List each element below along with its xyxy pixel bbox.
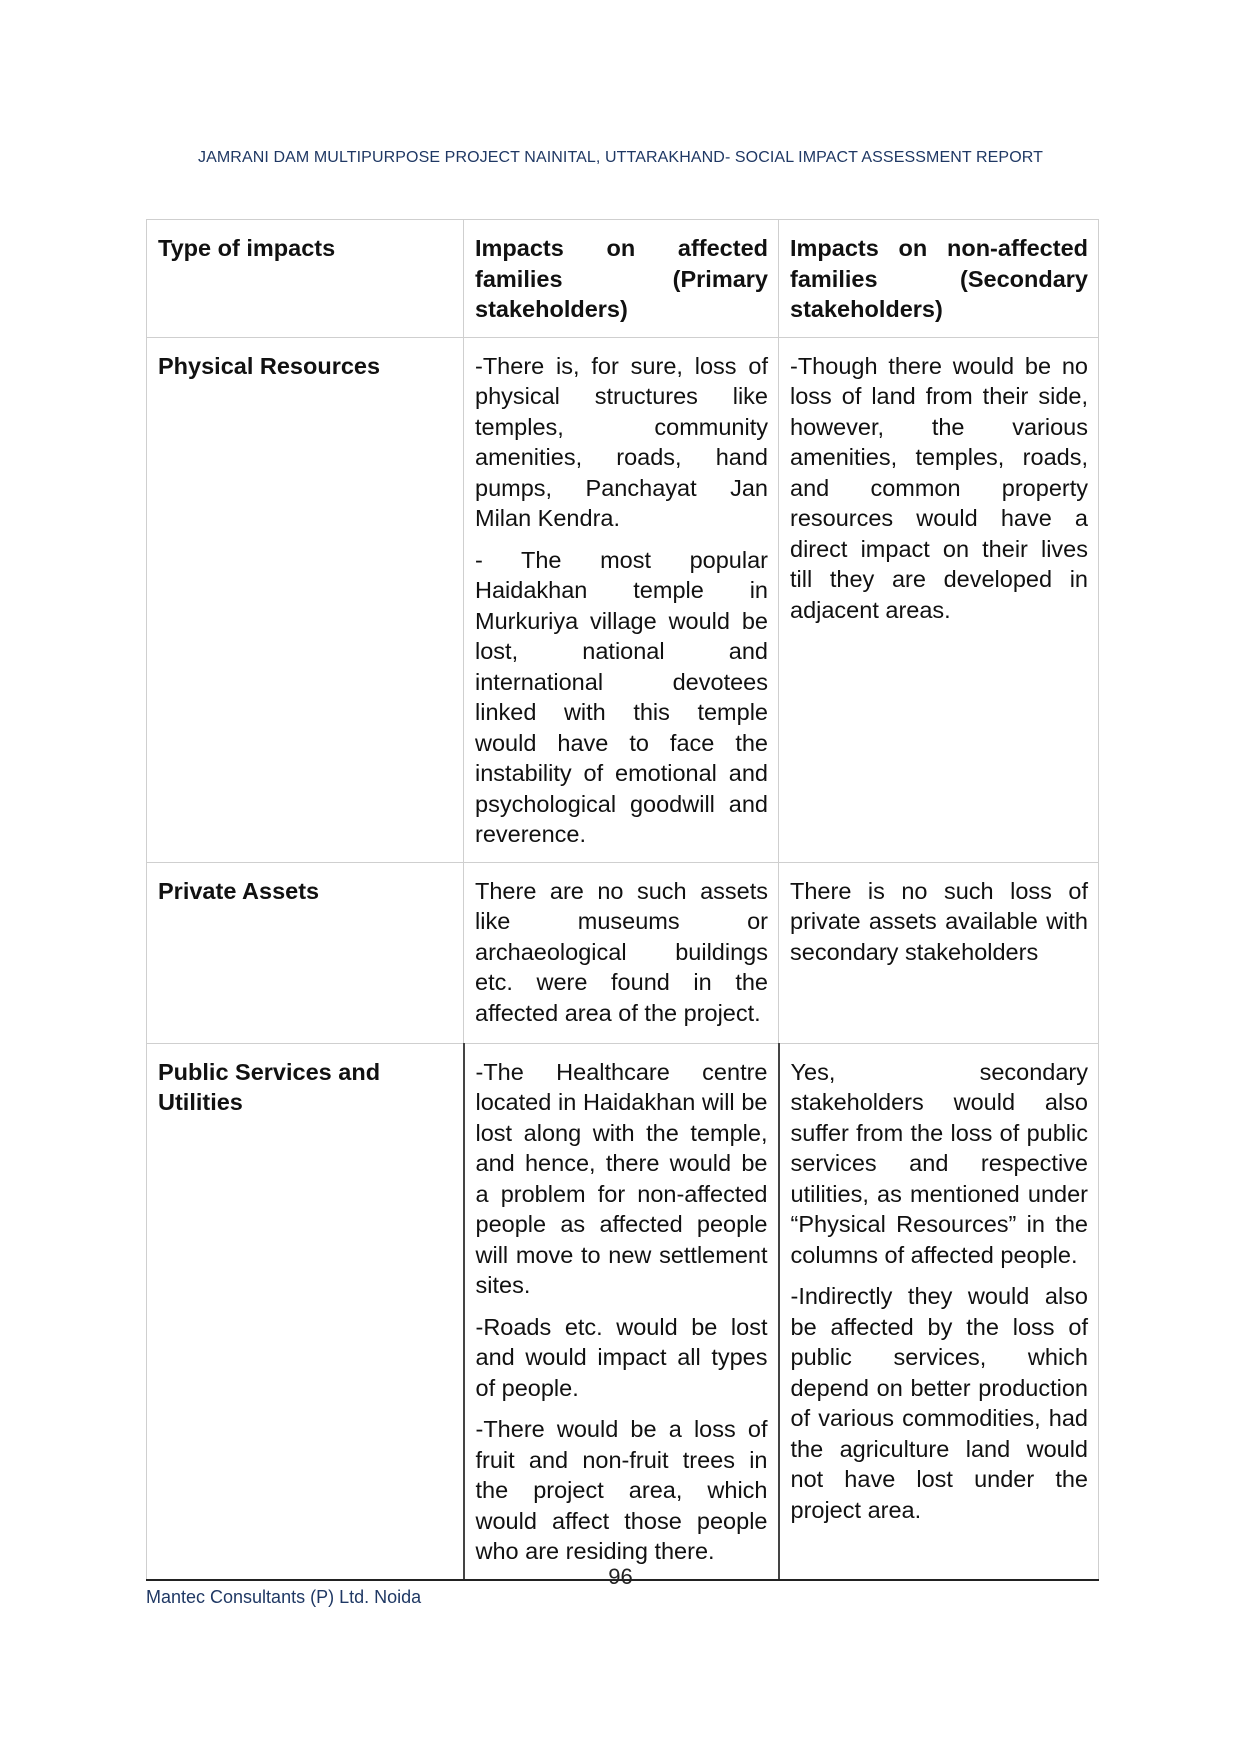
impact-paragraph: -The Healthcare centre located in Haidakhan will be lost along with the temple, and hence, there would be a problem for non-affected people as affected people will move to new settlement sites. [475,1058,768,1298]
footer-organization: Mantec Consultants (P) Ltd. Noida [146,1587,422,1607]
impact-type-cell: Public Services and Utilities [147,1043,464,1580]
impact-table [146,219,1099,1581]
secondary-impact-cell [779,1043,1099,1580]
running-header: JAMRANI DAM MULTIPURPOSE PROJECT NAINITAL, UTTARAKHAND- SOCIAL IMPACT ASSESSMENT REPORT [198,149,1043,166]
table-row [147,1043,1099,1580]
table-row [147,337,1099,862]
column-header-type: Type of impacts [147,220,464,338]
impact-type-cell: Physical Resources [147,337,464,862]
secondary-impact-cell [779,337,1099,862]
secondary-impact-cell [779,862,1099,1043]
table-row [147,862,1099,1043]
impact-paragraph: -Though there would be no loss of land from their side, however, the various amenities, temples, roads, and common property resources would have a direct impact on their lives till they are developed in adjacent areas. [790,352,1088,623]
impact-paragraph: -Roads etc. would be lost and would impact all types of people. [475,1313,768,1401]
impact-paragraph: -There is, for sure, loss of physical structures like temples, community amenities, roads, hand pumps, Panchayat Jan Milan Kendra. [475,352,768,531]
column-header-primary: Impacts on affected families (Primary stakeholders) [464,220,779,338]
impact-paragraph: -Indirectly they would also be affected by the loss of public services, which depend on better production of various commodities, had the agriculture land would not have lost under the project area. [790,1283,1088,1523]
impact-paragraph: -There would be a loss of fruit and non-fruit trees in the project area, which would affect those people who are residing there. [475,1416,768,1564]
impact-type-cell: Private Assets [147,862,464,1043]
impact-paragraph: There is no such loss of private assets available with secondary stakeholders [790,877,1088,965]
primary-impact-cell [464,1043,779,1580]
table-header-row [147,220,1099,338]
impact-paragraph: - The most popular Haidakhan temple in Murkuriya village would be lost, national and international devotees linked with this temple would have to face the instability of emotional and psychological goodwill and reverence. [475,546,768,847]
impact-paragraph: Yes, secondary stakeholders would also suffer from the loss of public services and respective utilities, as mentioned under “Physical Resources” in the columns of affected people. [790,1058,1088,1268]
primary-impact-cell [464,337,779,862]
page-number: 96 [608,1564,633,1589]
column-header-secondary: Impacts on non-affected families (Secondary stakeholders) [779,220,1099,338]
primary-impact-cell [464,862,779,1043]
impact-paragraph: There are no such assets like museums or archaeological buildings etc. were found in the affected area of the project. [475,877,768,1026]
